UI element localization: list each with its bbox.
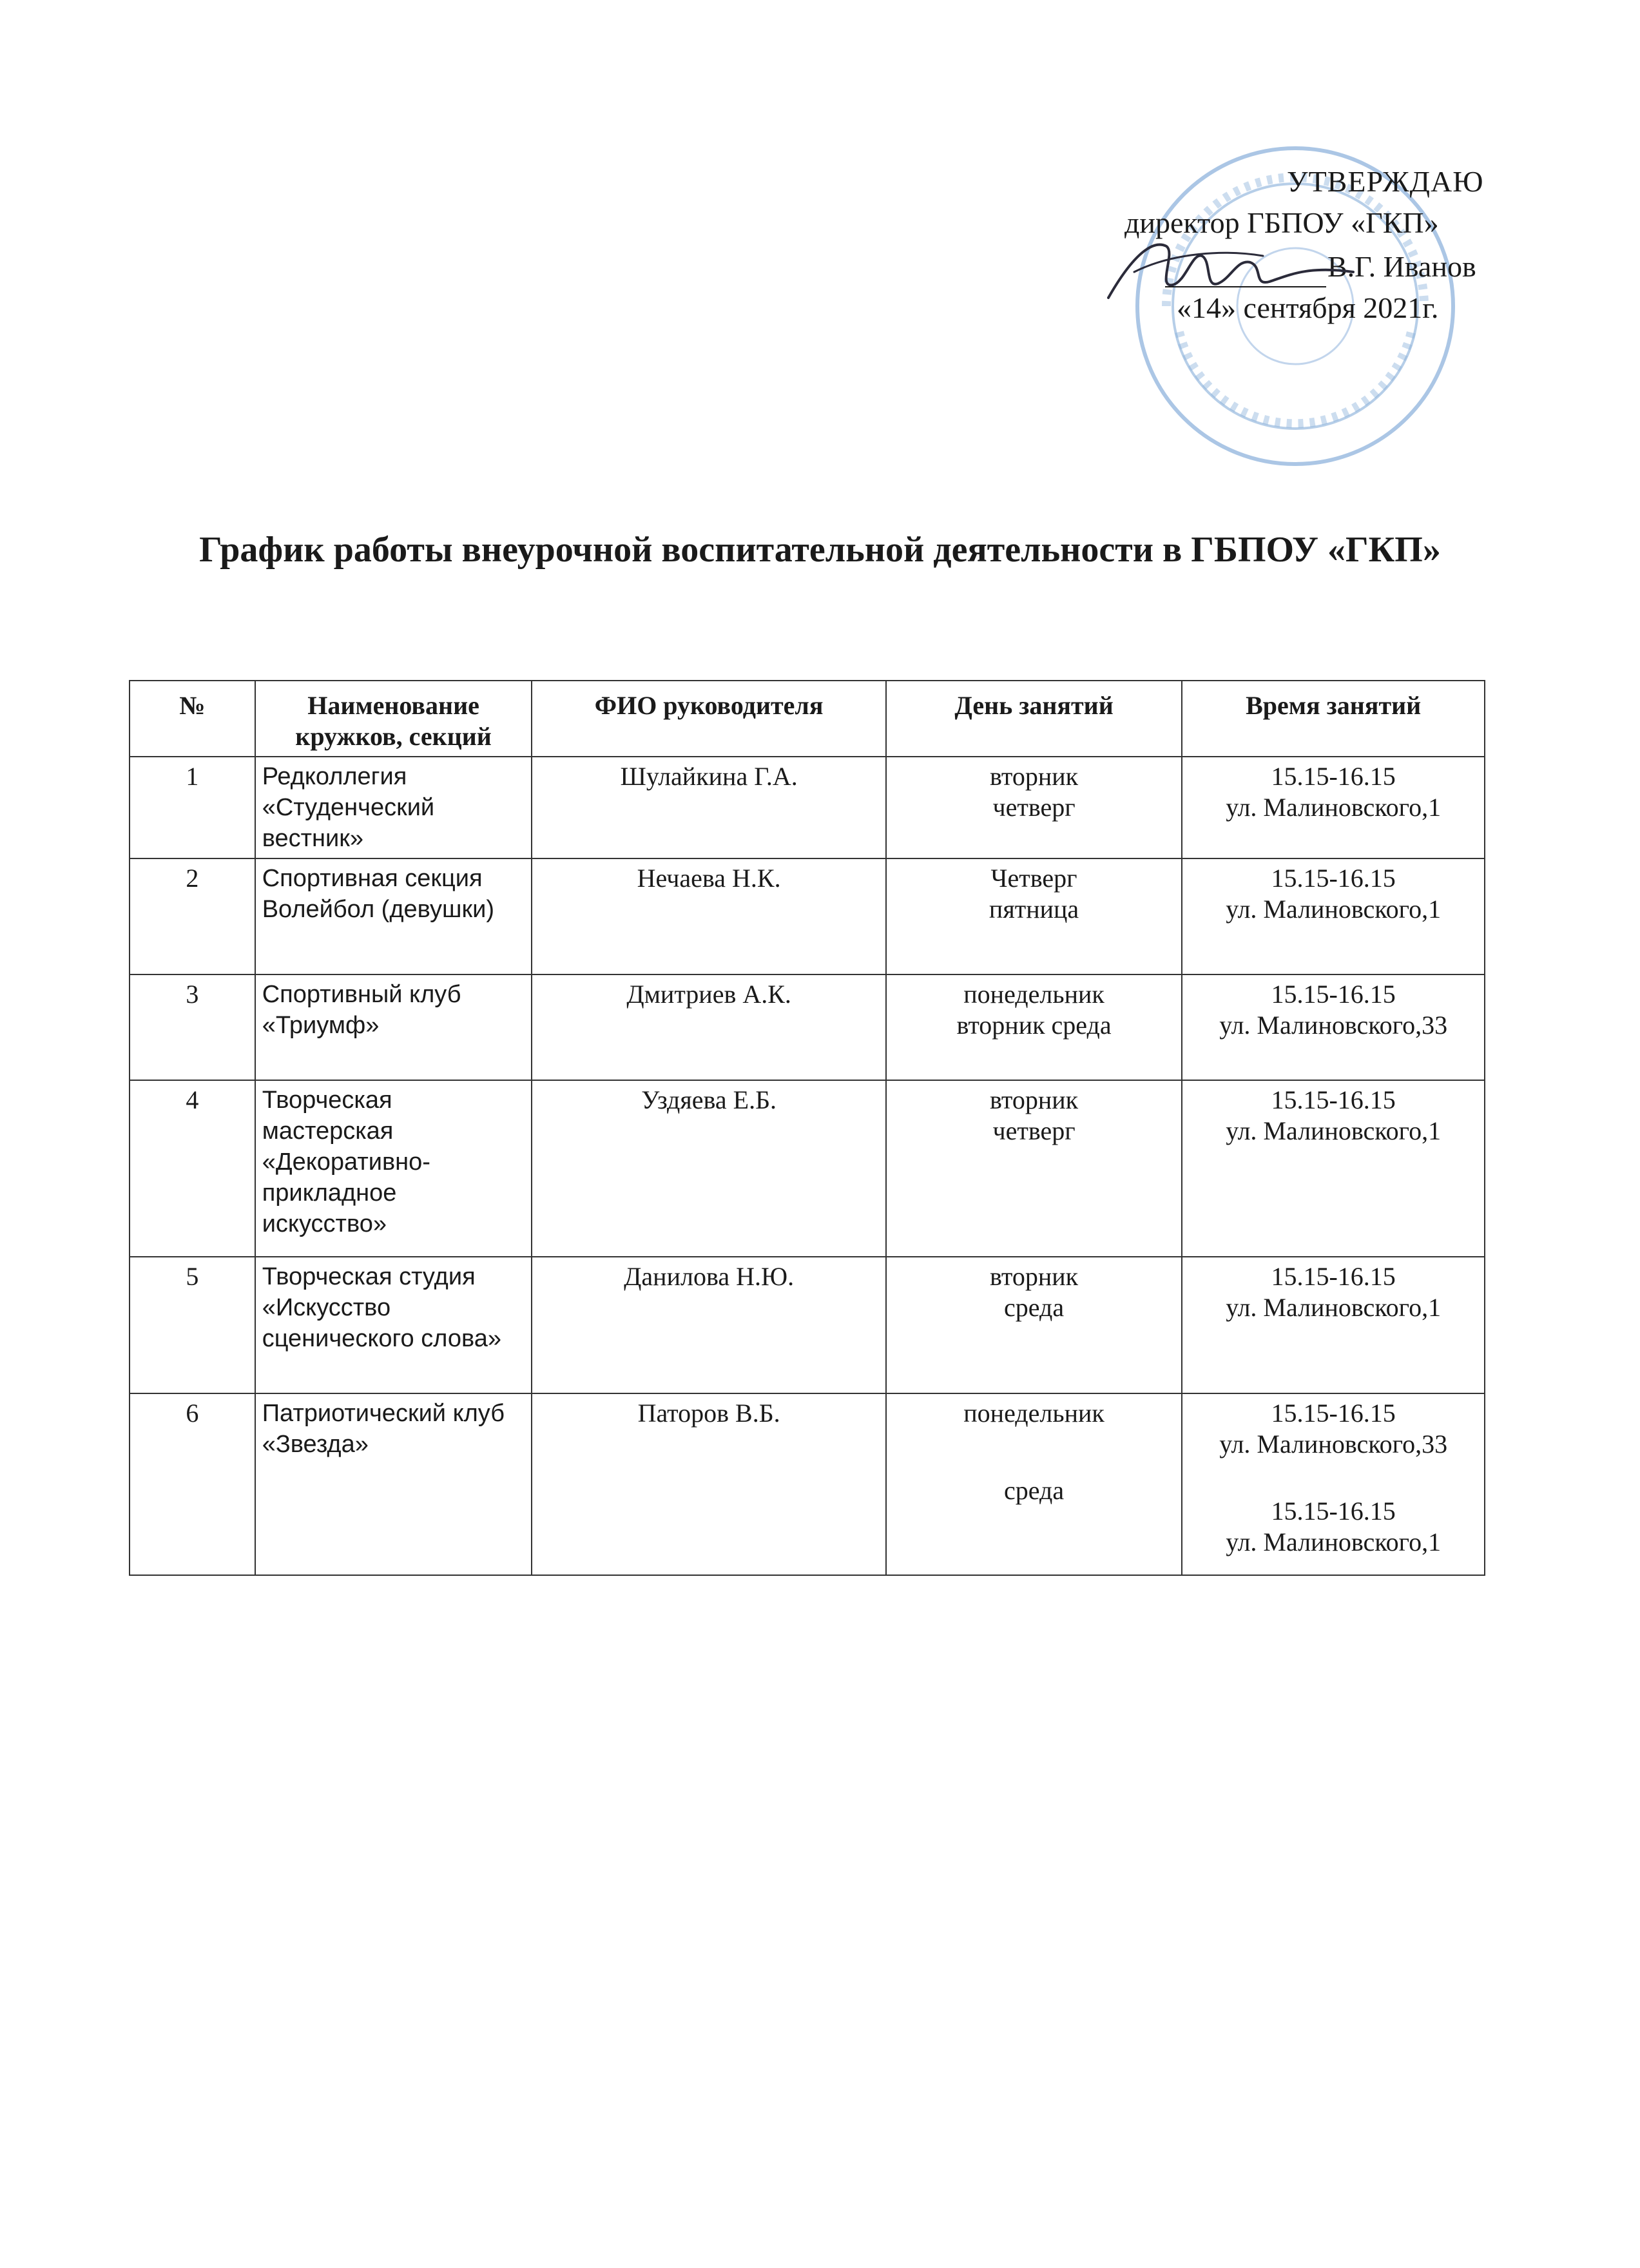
class-days bbox=[886, 757, 1182, 858]
time-range: 15.15-16.15 bbox=[1271, 1497, 1396, 1526]
class-day: четверг bbox=[992, 1116, 1076, 1145]
class-day: вторник bbox=[990, 1262, 1079, 1291]
column-header-number: № bbox=[130, 681, 255, 757]
approval-date: «14» сентября 2021г. bbox=[1177, 291, 1439, 324]
address: ул. Малиновского,1 bbox=[1226, 1527, 1442, 1556]
leader-name: Нечаева Н.К. bbox=[532, 858, 885, 974]
address: ул. Малиновского,33 bbox=[1219, 1011, 1448, 1040]
class-time bbox=[1182, 1393, 1485, 1575]
schedule-table bbox=[129, 680, 1485, 1576]
club-name: Творческая мастерская «Декоративно-прикладное искусство» bbox=[255, 1080, 532, 1257]
class-day: Четверг bbox=[990, 864, 1077, 893]
row-number: 2 bbox=[130, 858, 255, 974]
leader-name: Дмитриев А.К. bbox=[532, 974, 885, 1080]
class-time bbox=[1182, 1080, 1485, 1257]
class-time bbox=[1182, 858, 1485, 974]
leader-name: Паторов В.Б. bbox=[532, 1393, 885, 1575]
class-time bbox=[1182, 1257, 1485, 1393]
approval-role: директор ГБПОУ «ГКП» bbox=[1124, 206, 1439, 239]
spacer bbox=[893, 1429, 1175, 1475]
club-name: Творческая студия «Искусство сценического слова» bbox=[255, 1257, 532, 1393]
club-name: Патриотический клуб «Звезда» bbox=[255, 1393, 532, 1575]
time-range: 15.15-16.15 bbox=[1271, 864, 1396, 893]
class-day: среда bbox=[1004, 1293, 1065, 1322]
signature-icon bbox=[1095, 227, 1366, 311]
class-day: понедельник bbox=[963, 980, 1105, 1009]
document-title: График работы внеурочной воспитательной деятельности в ГБПОУ «ГКП» bbox=[199, 530, 1441, 570]
time-range: 15.15-16.15 bbox=[1271, 762, 1396, 791]
leader-name: Шулайкина Г.А. bbox=[532, 757, 885, 858]
address: ул. Малиновского,33 bbox=[1219, 1430, 1448, 1459]
table-row bbox=[130, 1080, 1485, 1257]
spacer bbox=[1189, 1460, 1478, 1496]
address: ул. Малиновского,1 bbox=[1226, 1116, 1442, 1145]
table-row bbox=[130, 757, 1485, 858]
approval-title: УТВЕРЖДАЮ bbox=[1287, 165, 1484, 198]
class-time bbox=[1182, 757, 1485, 858]
row-number: 3 bbox=[130, 974, 255, 1080]
class-days bbox=[886, 974, 1182, 1080]
class-days bbox=[886, 1257, 1182, 1393]
column-header-leader: ФИО руководителя bbox=[532, 681, 885, 757]
class-day: четверг bbox=[992, 793, 1076, 822]
time-range: 15.15-16.15 bbox=[1271, 1085, 1396, 1114]
class-day: вторник bbox=[990, 1085, 1079, 1114]
leader-name: Уздяева Е.Б. bbox=[532, 1080, 885, 1257]
class-days bbox=[886, 1393, 1182, 1575]
class-day: вторник bbox=[990, 762, 1079, 791]
class-day: вторник среда bbox=[956, 1011, 1112, 1040]
club-name: Спортивная секция Волейбол (девушки) bbox=[255, 858, 532, 974]
address: ул. Малиновского,1 bbox=[1226, 1293, 1442, 1322]
row-number: 1 bbox=[130, 757, 255, 858]
class-time bbox=[1182, 974, 1485, 1080]
row-number: 6 bbox=[130, 1393, 255, 1575]
time-range: 15.15-16.15 bbox=[1271, 1399, 1396, 1428]
column-header-name: Наименование кружков, секций bbox=[255, 681, 532, 757]
club-name: Спортивный клуб «Триумф» bbox=[255, 974, 532, 1080]
time-range: 15.15-16.15 bbox=[1271, 1262, 1396, 1291]
column-header-day: День занятий bbox=[886, 681, 1182, 757]
table-row bbox=[130, 974, 1485, 1080]
class-day: пятница bbox=[989, 895, 1079, 924]
table-row bbox=[130, 1257, 1485, 1393]
class-days bbox=[886, 858, 1182, 974]
row-number: 5 bbox=[130, 1257, 255, 1393]
address: ул. Малиновского,1 bbox=[1226, 793, 1442, 822]
table-header-row bbox=[130, 681, 1485, 757]
table-row bbox=[130, 1393, 1485, 1575]
class-day: среда bbox=[1004, 1476, 1065, 1505]
leader-name: Данилова Н.Ю. bbox=[532, 1257, 885, 1393]
class-days bbox=[886, 1080, 1182, 1257]
club-name: Редколлегия «Студенческий вестник» bbox=[255, 757, 532, 858]
address: ул. Малиновского,1 bbox=[1226, 895, 1442, 924]
column-header-time: Время занятий bbox=[1182, 681, 1485, 757]
row-number: 4 bbox=[130, 1080, 255, 1257]
class-day: понедельник bbox=[963, 1399, 1105, 1428]
approver-name: В.Г. Иванов bbox=[1327, 250, 1476, 283]
time-range: 15.15-16.15 bbox=[1271, 980, 1396, 1009]
table-row bbox=[130, 858, 1485, 974]
